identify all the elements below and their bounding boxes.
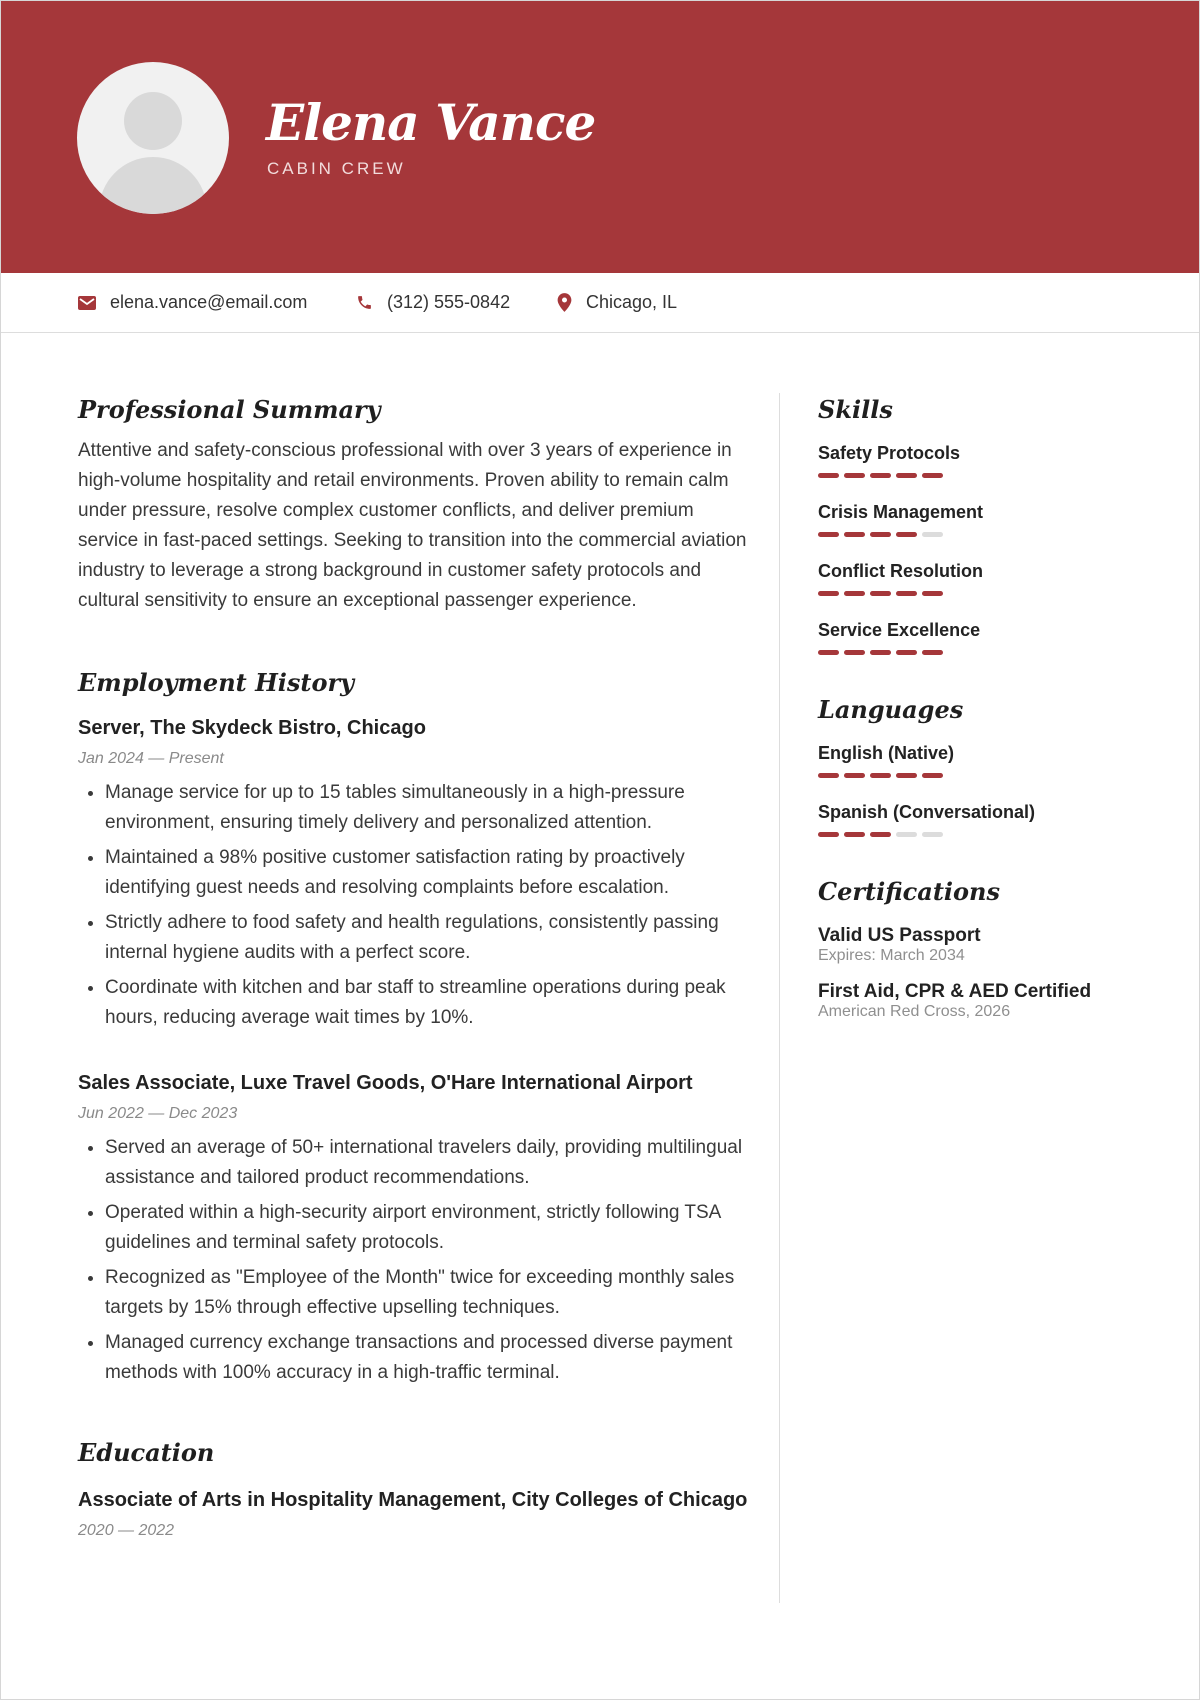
summary-section — [78, 393, 748, 616]
rating-dash — [870, 650, 891, 655]
rating-dash — [922, 832, 943, 837]
rating-dash — [818, 773, 839, 778]
rating-dash — [818, 591, 839, 596]
job-bullet: • Managed currency exchange transactions and processed diverse payment methods with 100% accuracy in a high-traffic terminal. — [105, 1328, 748, 1388]
rating-dash — [896, 532, 917, 537]
rating-dash — [818, 832, 839, 837]
certifications-heading: Certifications — [818, 877, 1001, 906]
job-bullets — [78, 1133, 748, 1388]
email-icon — [78, 296, 96, 310]
skill-item — [818, 559, 1158, 596]
main-column — [78, 393, 748, 1540]
skill-name: Conflict Resolution — [818, 561, 983, 581]
contact-location — [557, 292, 677, 313]
employment-section — [78, 666, 748, 1388]
skill-rating — [818, 473, 1158, 478]
certification-detail: Expires: March 2034 — [818, 947, 965, 964]
education-heading: Education — [78, 1438, 215, 1467]
skill-name: Crisis Management — [818, 502, 984, 522]
column-divider — [779, 393, 780, 1603]
employment-heading: Employment History — [78, 668, 355, 697]
job-dates: Jun 2022 — Dec 2023 — [78, 1105, 238, 1122]
skills-heading: Skills — [818, 395, 893, 424]
skill-item — [818, 618, 1158, 655]
rating-dash — [870, 591, 891, 596]
language-rating — [818, 832, 1158, 837]
skills-list — [818, 441, 1158, 655]
job-bullet: • Operated within a high-security airport environment, strictly following TSA guidelines and terminal safety protocols. — [105, 1198, 748, 1258]
certification-detail: American Red Cross, 2026 — [818, 1003, 1011, 1020]
avatar — [77, 62, 229, 214]
job-bullet: • Maintained a 98% positive customer satisfaction rating by proactively identifying guest needs and resolving complaints before escalation. — [105, 843, 748, 903]
languages-list — [818, 741, 1158, 837]
email-text: elena.vance@email.com — [110, 292, 308, 312]
rating-dash — [922, 650, 943, 655]
skill-item — [818, 500, 1158, 537]
education-section — [78, 1436, 748, 1540]
rating-dash — [844, 832, 865, 837]
rating-dash — [896, 591, 917, 596]
job-dates: Jan 2024 — Present — [78, 750, 224, 767]
rating-dash — [818, 532, 839, 537]
rating-dash — [870, 473, 891, 478]
summary-heading: Professional Summary — [78, 395, 381, 424]
certification-item — [818, 925, 1158, 965]
language-item — [818, 741, 1158, 778]
contact-email[interactable] — [78, 292, 307, 313]
language-name: Spanish (Conversational) — [818, 802, 1036, 822]
rating-dash — [922, 473, 943, 478]
skill-rating — [818, 650, 1158, 655]
contact-bar — [1, 274, 1199, 333]
candidate-name: Elena Vance — [266, 93, 596, 152]
job-bullet: • Recognized as "Employee of the Month" twice for exceeding monthly sales targets by 15% through effective upselling techniques. — [105, 1263, 748, 1323]
certifications-section — [818, 875, 1158, 1021]
skill-name: Safety Protocols — [818, 443, 961, 463]
rating-dash — [844, 773, 865, 778]
certification-name: First Aid, CPR & AED Certified — [818, 981, 1092, 1002]
rating-dash — [818, 473, 839, 478]
avatar-body-shape — [99, 157, 207, 214]
job-entry — [78, 1069, 748, 1388]
skill-name: Service Excellence — [818, 620, 981, 640]
certification-name: Valid US Passport — [818, 925, 981, 946]
rating-dash — [922, 591, 943, 596]
certification-item — [818, 981, 1158, 1021]
phone-text: (312) 555-0842 — [387, 292, 511, 312]
skills-section — [818, 393, 1158, 655]
rating-dash — [896, 773, 917, 778]
language-item — [818, 800, 1158, 837]
rating-dash — [896, 650, 917, 655]
rating-dash — [844, 473, 865, 478]
job-bullet: • Coordinate with kitchen and bar staff to streamline operations during peak hours, reducing average wait times by 10%. — [105, 973, 748, 1033]
job-bullet: • Strictly adhere to food safety and health regulations, consistently passing internal hygiene audits with a perfect score. — [105, 908, 748, 968]
summary-text: Attentive and safety-conscious professional with over 3 years of experience in high-volume hospitality and retail environments. Proven ability to remain calm under pressure, resolve complex customer conflicts, and deliver premium service in fast-paced settings. Seeking to transition into the commercial aviation industry to leverage a strong background in customer safety protocols and cultural sensitivity to ensure an exceptional passenger experience. — [78, 440, 747, 611]
rating-dash — [870, 773, 891, 778]
rating-dash — [818, 650, 839, 655]
header-banner — [1, 1, 1199, 273]
avatar-head-shape — [124, 92, 182, 150]
skill-rating — [818, 591, 1158, 596]
rating-dash — [870, 832, 891, 837]
skill-item — [818, 441, 1158, 478]
candidate-title: CABIN CREW — [267, 159, 406, 178]
job-bullet: • Served an average of 50+ international travelers daily, providing multilingual assistance and tailored product recommendations. — [105, 1133, 748, 1193]
rating-dash — [870, 532, 891, 537]
contact-phone[interactable] — [356, 292, 510, 313]
location-text: Chicago, IL — [586, 292, 678, 312]
job-entry — [78, 714, 748, 1033]
rating-dash — [922, 773, 943, 778]
sidebar-column — [818, 393, 1158, 1021]
location-pin-icon — [557, 293, 572, 312]
job-title: Sales Associate, Luxe Travel Goods, O'Hare International Airport — [78, 1072, 693, 1094]
rating-dash — [844, 650, 865, 655]
rating-dash — [896, 473, 917, 478]
phone-icon — [356, 294, 373, 311]
skill-rating — [818, 532, 1158, 537]
degree-title: Associate of Arts in Hospitality Management, City Colleges of Chicago — [78, 1489, 748, 1511]
rating-dash — [896, 832, 917, 837]
languages-section — [818, 693, 1158, 837]
language-rating — [818, 773, 1158, 778]
rating-dash — [922, 532, 943, 537]
education-dates: 2020 — 2022 — [78, 1522, 175, 1539]
job-title: Server, The Skydeck Bistro, Chicago — [78, 717, 426, 739]
job-bullet: • Manage service for up to 15 tables simultaneously in a high-pressure environment, ensuring timely delivery and personalized attention. — [105, 778, 748, 838]
rating-dash — [844, 591, 865, 596]
language-name: English (Native) — [818, 743, 955, 763]
rating-dash — [844, 532, 865, 537]
languages-heading: Languages — [818, 695, 964, 724]
job-bullets — [78, 778, 748, 1033]
